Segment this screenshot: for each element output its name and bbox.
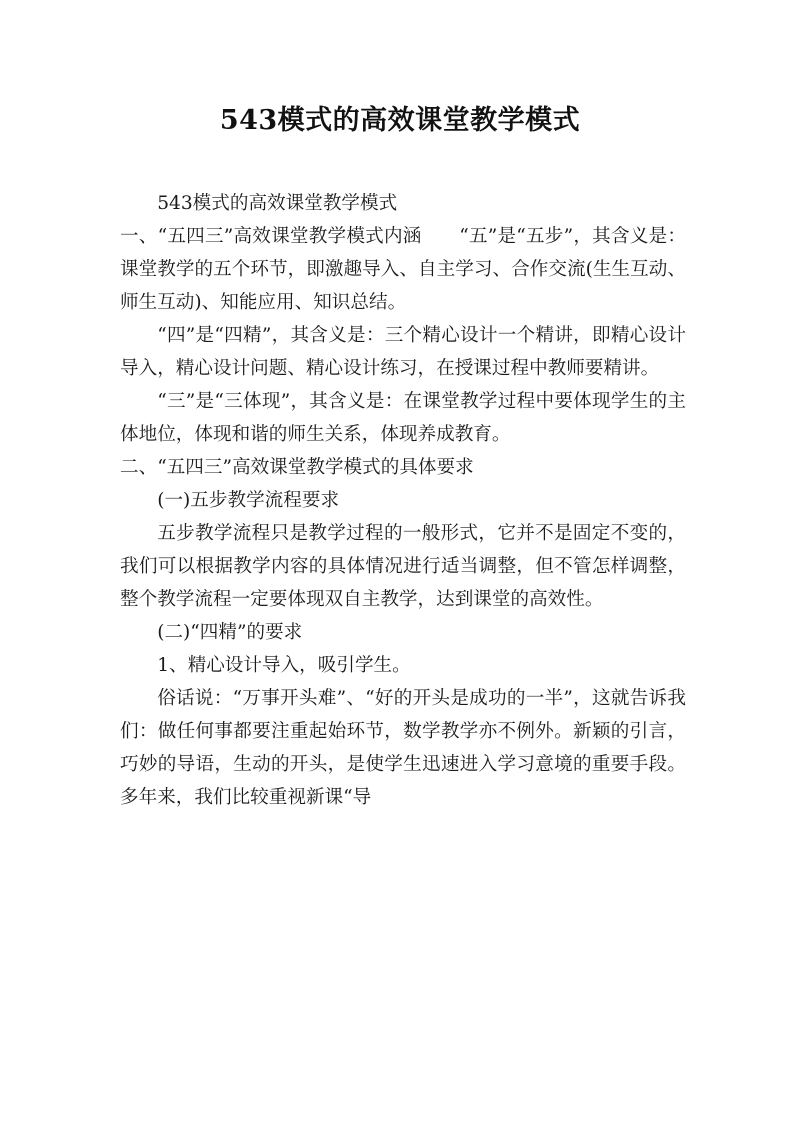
list-item: 1、精心设计导入，吸引学生。 [157, 655, 411, 676]
section-heading: 二、“五四三”高效课堂教学模式的具体要求 [120, 457, 474, 478]
document-title: 543模式的高效课堂教学模式 [219, 105, 581, 136]
paragraph: “四”是“四精”，其含义是：三个精心设计一个精讲，即精心设计导入，精心设计问题、精心设计练习，在授课过程中教师要精讲。 [120, 325, 686, 379]
paragraph: 五步教学流程只是教学过程的一般形式，它并不是固定不变的，我们可以根据教学内容的具体情况进行适当调整，但不管怎样调整，整个教学流程一定要体现双自主教学，达到课堂的高效性。 [120, 523, 686, 610]
subsection-heading: (一)五步教学流程要求 [157, 490, 340, 511]
paragraph: “三”是“三体现”，其含义是：在课堂教学过程中要体现学生的主体地位，体现和谐的师生关系，体现养成教育。 [120, 391, 686, 445]
paragraph: 一、“五四三”高效课堂教学模式内涵 “五”是“五步”，其含义是：课堂教学的五个环节，即激趣导入、自主学习、合作交流(生生互动、师生互动)、知能应用、知识总结。 [120, 226, 686, 313]
paragraph: 俗话说：“万事开头难”、“好的开头是成功的一半”，这就告诉我们：做任何事都要注重起始环节，数学教学亦不例外。新颖的引言，巧妙的导语，生动的开头，是使学生迅速进入学习意境的重要手段。多年来，我们比较重视新课“导 [120, 688, 686, 808]
document-body [120, 187, 686, 814]
subsection-heading: (二)“四精”的要求 [157, 622, 303, 643]
paragraph: 543模式的高效课堂教学模式 [157, 193, 398, 214]
